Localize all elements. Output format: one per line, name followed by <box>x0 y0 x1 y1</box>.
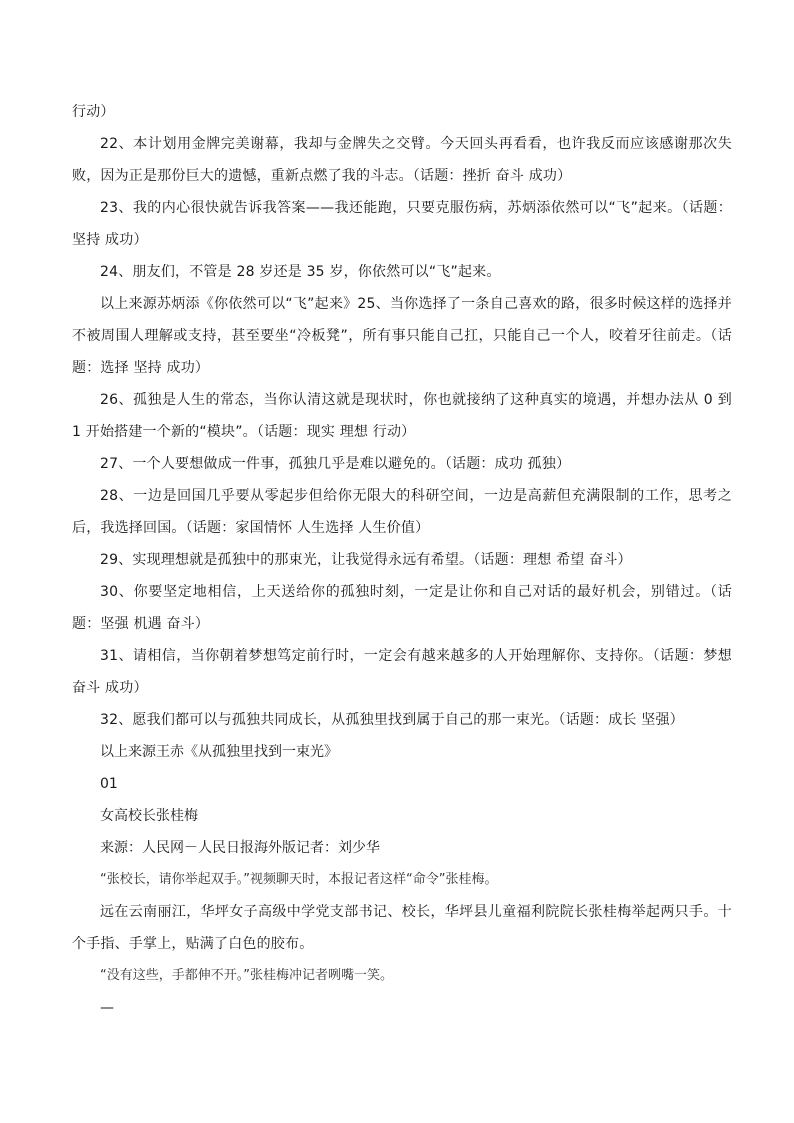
quote-line-1: “张校长，请你举起双手。”视频聊天时，本报记者这样“命令”张桂梅。 <box>100 872 498 887</box>
text-line-continuation: 行动） <box>72 104 115 120</box>
dash-line: — <box>100 1000 114 1016</box>
paragraph-29: 29、实现理想就是孤独中的那束光，让我觉得永远有希望。（话题：理想 希望 奋斗） <box>100 552 632 568</box>
section-number: 01 <box>100 776 118 792</box>
paragraph-28: 28、一边是回国几乎要从零起步但给你无限大的科研空间，一边是高薪但充满限制的工作，思考之后，我选择回国。（话题：家国情怀 人生选择 人生价值） <box>72 488 732 536</box>
paragraph-26: 26、孤独是人生的常态，当你认清这就是现状时，你也就接纳了这种真实的境遇，并想办法从 0 到 1 开始搭建一个新的“模块”。（话题：现实 理想 行动） <box>72 392 732 440</box>
paragraph-23: 23、我的内心很快就告诉我答案——我还能跑，只要克服伤病，苏炳添依然可以“飞”起来。（话题：坚持 成功） <box>72 200 732 248</box>
paragraph-27: 27、一个人要想做成一件事，孤独几乎是难以避免的。（话题：成功 孤独） <box>100 456 571 472</box>
paragraph-25: 以上来源苏炳添《你依然可以“飞”起来》25、当你选择了一条自己喜欢的路，很多时候这样的选择并不被周围人理解或支持，甚至要坐“冷板凳”，所有事只能自己扛，只能自己一个人，咬着牙往前走。（话题：选择 坚持 成功） <box>72 296 732 376</box>
paragraph-31: 31、请相信，当你朝着梦想笃定前行时，一定会有越来越多的人开始理解你、支持你。（话题：梦想 奋斗 成功） <box>72 648 732 696</box>
paragraph-22: 22、本计划用金牌完美谢幕，我却与金牌失之交臂。今天回头再看看，也许我反而应该感谢那次失败，因为正是那份巨大的遗憾，重新点燃了我的斗志。（话题：挫折 奋斗 成功） <box>72 136 732 184</box>
paragraph-32: 32、愿我们都可以与孤独共同成长，从孤独里找到属于自己的那一束光。（话题：成长 坚强） <box>100 712 684 728</box>
paragraph-far-away: 远在云南丽江，华坪女子高级中学党支部书记、校长，华坪县儿童福利院院长张桂梅举起两只手。十个手指、手掌上，贴满了白色的胶布。 <box>72 904 732 952</box>
quote-line-2: “没有这些，手都伸不开。”张桂梅冲记者咧嘴一笑。 <box>100 968 393 983</box>
source-note: 以上来源王赤《从孤独里找到一束光》 <box>100 744 338 760</box>
article-byline: 来源：人民网－人民日报海外版记者：刘少华 <box>100 840 380 856</box>
paragraph-24: 24、朋友们，不管是 28 岁还是 35 岁，你依然可以“飞”起来。 <box>100 264 501 280</box>
paragraph-30: 30、你要坚定地相信，上天送给你的孤独时刻，一定是让你和自己对话的最好机会，别错过。（话题：坚强 机遇 奋斗） <box>72 584 732 632</box>
article-heading: 女高校长张桂梅 <box>100 808 198 824</box>
